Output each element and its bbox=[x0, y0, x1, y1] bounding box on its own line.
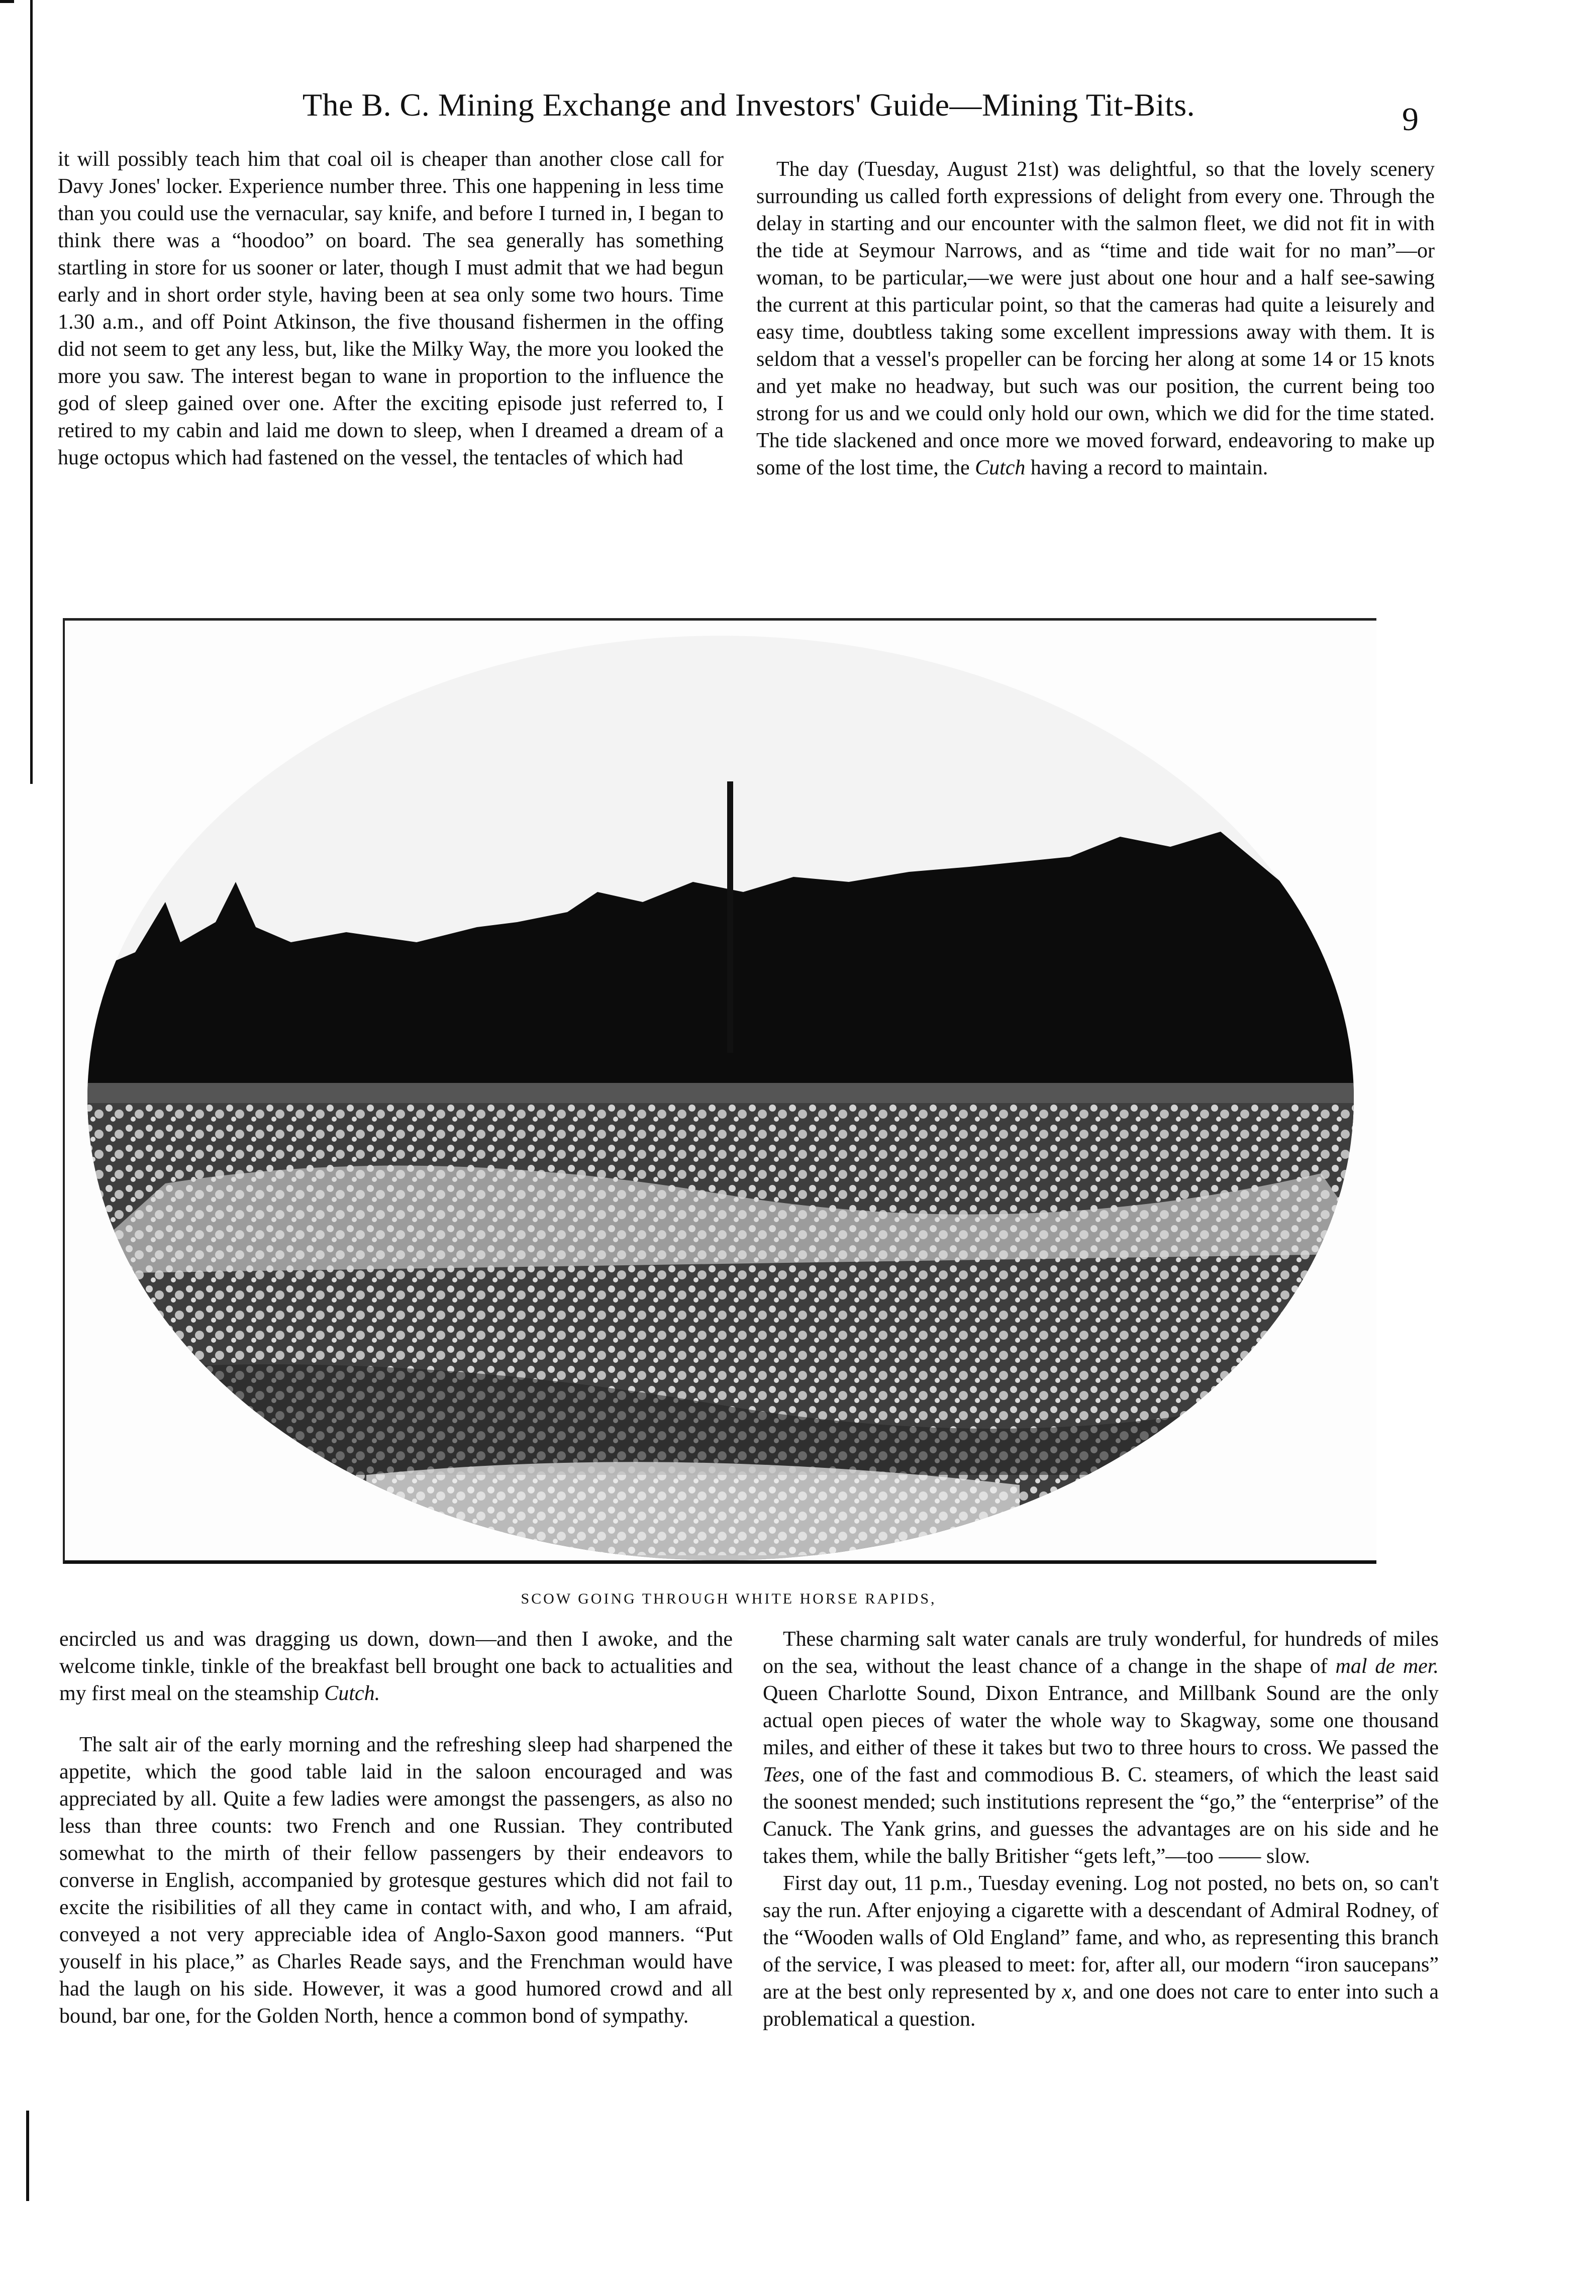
photo-caption: SCOW GOING THROUGH WHITE HORSE RAPIDS, bbox=[521, 1590, 937, 1607]
oval-vignette bbox=[65, 621, 1376, 1560]
column-top-right bbox=[756, 156, 1435, 481]
paragraph-text: and one does not care to enter into such a problematical a question. bbox=[763, 1980, 1439, 2031]
photo-frame bbox=[63, 618, 1376, 1564]
paragraph-awoke bbox=[59, 1626, 733, 1707]
paragraph-text-end: having a record to maintain. bbox=[1030, 456, 1268, 479]
paragraph-text: Queen Charlotte Sound, Dixon Entrance, and Millbank Sound are the only actual open pieces of water the whole way to Skagway, some one thousand miles, and either of these it takes but two to three hours to cross. We passed the bbox=[763, 1682, 1439, 1759]
rapids-photograph bbox=[65, 621, 1376, 1560]
scow-mast bbox=[727, 781, 733, 1053]
column-top-left bbox=[58, 146, 724, 471]
ship-name: Cutch. bbox=[324, 1682, 380, 1705]
italic-variable: x, bbox=[1062, 1980, 1077, 2004]
paragraph-salt-air: The salt air of the early morning and the refreshing sleep had sharpened the appetite, which the good table laid in the saloon encouraged and was appreciated by all. Quite a few ladies were amongst the passengers, as also no less than three counts: two French and one Russian. They contributed somewhat to the mirth of their fellow passengers by their endeavors to converse in English, accompanied by grotesque gestures which did not fail to excite the risibilities of all they came in contact with, and who, I am afraid, conveyed a not very appreciable idea of Anglo-Saxon good manners. “Put youself in his place,” as Charles Reade says, and the Frenchman would have had the laugh on his side. However, it was a good humored crowd and all bound, bar one, for the Golden North, hence a common bond of sympathy. bbox=[59, 1733, 733, 2028]
paragraph-text: The day (Tuesday, August 21st) was delightful, so that the lovely scenery surrounding us called forth expressions of delight from every one. Through the delay in starting and our encounter with the salmon fleet, we did not fit in with the tide at Seymour Narrows, and as “time and tide wait for no man”—or woman, to be particular,—we were just about one hour and a half see-sawing the current at this particular point, so that the cameras had quite a leisurely and easy time, doubtless taking some excellent impressions away with them. It is seldom that a vessel's propeller can be forcing her along at some 14 or 15 knots and yet make no headway, but such was our position, the current being too strong for us and we could only hold our own, which we did for the time stated. The tide slackened and once more we moved forward, endeavoring to make up some of the lost time, the bbox=[756, 158, 1435, 479]
column-bottom-left bbox=[59, 1626, 733, 2030]
italic-phrase: mal de mer. bbox=[1335, 1655, 1439, 1678]
paragraph-canals bbox=[763, 1626, 1439, 1870]
paragraph-text: encircled us and was dragging us down, down—and then I awoke, and the welcome tinkle, tinkle of the breakfast bell brought one back to actualities and my first meal on the steamship bbox=[59, 1628, 733, 1705]
paragraph-tide bbox=[756, 156, 1435, 481]
page-number: 9 bbox=[1402, 101, 1419, 138]
running-header: The B. C. Mining Exchange and Investors' Guide—Mining Tit-Bits. bbox=[302, 87, 1195, 123]
page-edge-line-top bbox=[30, 0, 33, 784]
page-corner-mark bbox=[0, 0, 14, 3]
page-edge-line-bottom bbox=[26, 2111, 29, 2201]
paragraph-continued: it will possibly teach him that coal oil is cheaper than another close call for Davy Jones' locker. Experience number three. This one happening in less time than you could use the vernacular, say knife, and before I turned in, I began to think there was a “hoodoo” on board. The sea generally has something startling in store for us sooner or later, though I must admit that we had begun early and in short order style, having been at sea only some two hours. Time 1.30 a.m., and off Point Atkinson, the five thousand fishermen in the offing did not seem to get any less, but, like the Milky Way, the more you looked the more you saw. The interest began to wane in proportion to the influence the god of sleep gained over one. After the exciting episode just referred to, I retired to my cabin and laid me down to sleep, when I dreamed a dream of a huge octopus which had fastened on the vessel, the tentacles of which had bbox=[58, 148, 724, 469]
paragraph-text: First day out, 11 p.m., Tuesday evening. Log not posted, no bets on, so can't say the run. After enjoying a cigarette with a descendant of Admiral Rodney, of the “Wooden walls of Old England” fame, and who, as representing this branch of the service, I was pleased to meet: for, after all, our modern “iron saucepans” are at the best only represented by bbox=[763, 1872, 1439, 2004]
column-bottom-right bbox=[763, 1626, 1439, 2033]
paragraph-text: one of the fast and commodious B. C. steamers, of which the least said the soonest mended; such institutions represent the “go,” the “enterprise” of the Canuck. The Yank grins, and guesses the advantages are on his side and he takes them, while the bally Britisher “gets left,”—too —— slow. bbox=[763, 1763, 1439, 1868]
ship-name: Cutch bbox=[975, 456, 1026, 479]
ship-name: Tees, bbox=[763, 1763, 805, 1786]
paragraph-text: These charming salt water canals are truly wonderful, for hundreds of miles on the sea, without the least chance of a change in the shape of bbox=[763, 1628, 1439, 1678]
paragraph-first-day bbox=[763, 1870, 1439, 2033]
